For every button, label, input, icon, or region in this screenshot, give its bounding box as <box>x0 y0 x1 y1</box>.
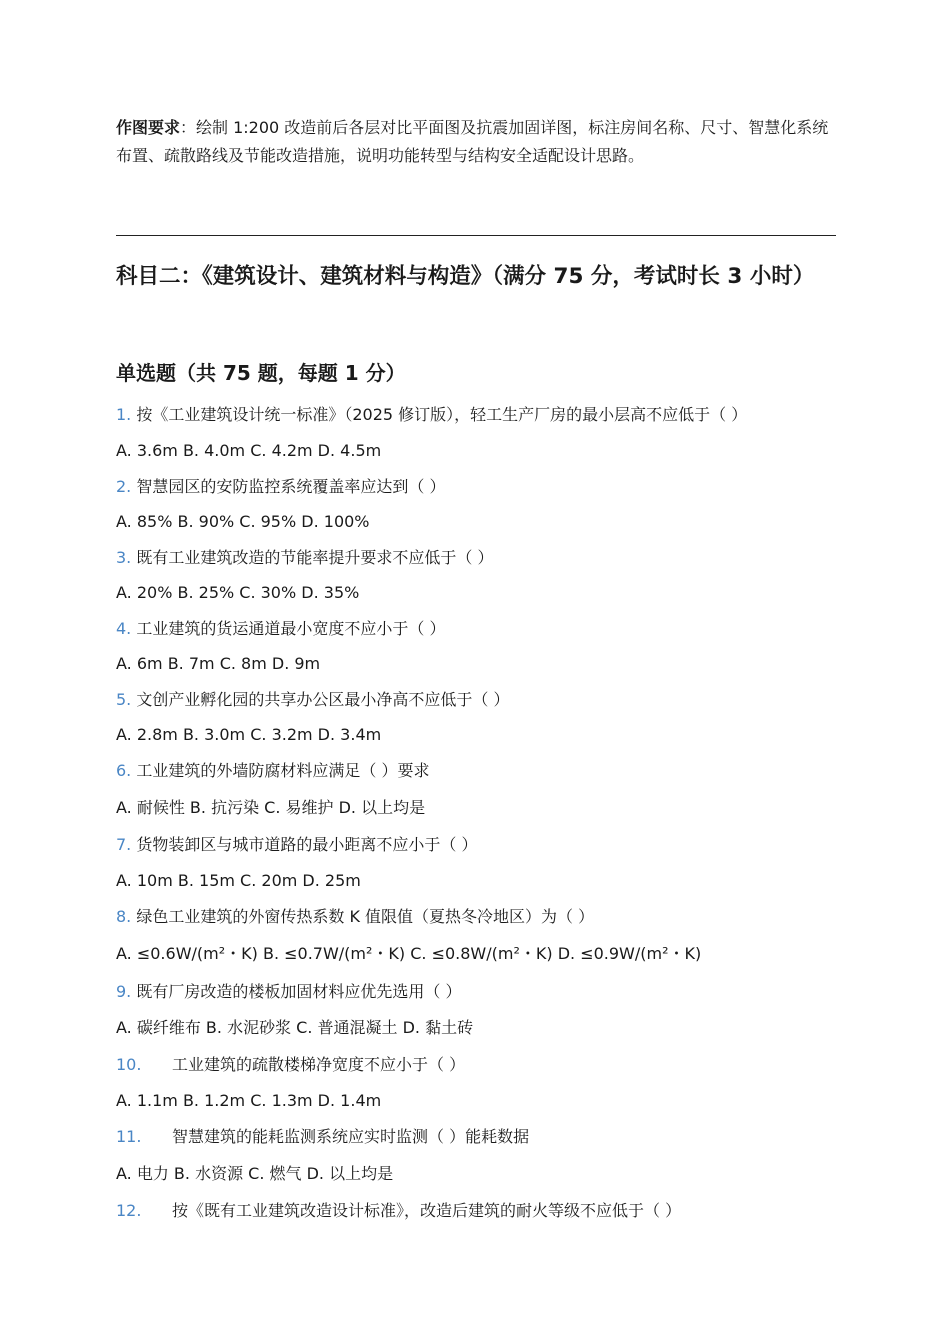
question-number: 9. <box>116 982 132 1001</box>
subject-heading: 科目二：《建筑设计、建筑材料与构造》（满分 75 分，考试时长 3 小时） <box>116 264 815 289</box>
question-options: A. 碳纤维布 B. 水泥砂浆 C. 普通混凝土 D. 黏土砖 <box>116 1018 474 1037</box>
question-text: 绿色工业建筑的外窗传热系数 K 值限值（夏热冬冷地区）为（ ） <box>136 907 595 926</box>
question-number: 7. <box>116 835 132 854</box>
requirement-text: ：绘制 1:200 改造前后各层对比平面图及抗震加固详图，标注房间名称、尺寸、智慧化系统布置、疏散路线及节能改造措施，说明功能转型与结构安全适配设计思路。 <box>116 118 829 165</box>
question-number: 4. <box>116 619 132 638</box>
question-options: A. 3.6m B. 4.0m C. 4.2m D. 4.5m <box>116 441 382 460</box>
question-number: 6. <box>116 761 132 780</box>
question <box>116 905 836 929</box>
horizontal-divider <box>116 235 836 236</box>
question-number: 3. <box>116 548 132 567</box>
question-text: 按《工业建筑设计统一标准》（2025 修订版），轻工生产厂房的最小层高不应低于（ ） <box>136 405 748 424</box>
question-text: 智慧园区的安防监控系统覆盖率应达到（ ） <box>136 477 446 496</box>
question-options: A. ≤0.6W/(m²・K) B. ≤0.7W/(m²・K) C. ≤0.8W/(m²・K) D. ≤0.9W/(m²・K) <box>116 944 702 963</box>
question <box>116 980 836 1004</box>
question-text: 按《既有工业建筑改造设计标准》，改造后建筑的耐火等级不应低于（ ） <box>172 1201 682 1220</box>
question-options: A. 耐候性 B. 抗污染 C. 易维护 D. 以上均是 <box>116 798 426 817</box>
question-text: 既有工业建筑改造的节能率提升要求不应低于（ ） <box>136 548 494 567</box>
question-options: A. 20% B. 25% C. 30% D. 35% <box>116 583 360 602</box>
question-number: 2. <box>116 477 132 496</box>
question-number: 8. <box>116 907 132 926</box>
question <box>116 688 836 712</box>
question-options: A. 6m B. 7m C. 8m D. 9m <box>116 654 321 673</box>
question-number: 5. <box>116 690 132 709</box>
question <box>116 833 836 857</box>
question <box>116 403 836 427</box>
question <box>116 546 836 570</box>
question-text: 智慧建筑的能耗监测系统应实时监测（ ）能耗数据 <box>172 1127 530 1146</box>
question-number: 11. <box>116 1127 142 1146</box>
drawing-requirement <box>116 114 836 170</box>
question <box>116 1053 836 1077</box>
question-number: 1. <box>116 405 132 424</box>
question-text: 工业建筑的外墙防腐材料应满足（ ）要求 <box>136 761 430 780</box>
question-text: 既有厂房改造的楼板加固材料应优先选用（ ） <box>136 982 462 1001</box>
question <box>116 475 836 499</box>
question-options: A. 85% B. 90% C. 95% D. 100% <box>116 512 370 531</box>
question-text: 工业建筑的疏散楼梯净宽度不应小于（ ） <box>172 1055 466 1074</box>
section-heading: 单选题（共 75 题，每题 1 分） <box>116 361 406 385</box>
question-options: A. 2.8m B. 3.0m C. 3.2m D. 3.4m <box>116 725 382 744</box>
question <box>116 617 836 641</box>
question-options: A. 电力 B. 水资源 C. 燃气 D. 以上均是 <box>116 1164 394 1183</box>
question-number: 12. <box>116 1201 142 1220</box>
question <box>116 1199 836 1223</box>
question <box>116 1125 836 1149</box>
question-text: 货物装卸区与城市道路的最小距离不应小于（ ） <box>136 835 478 854</box>
question <box>116 759 836 783</box>
question-options: A. 10m B. 15m C. 20m D. 25m <box>116 871 361 890</box>
requirement-label: 作图要求 <box>116 118 181 137</box>
question-number: 10. <box>116 1055 142 1074</box>
question-text: 工业建筑的货运通道最小宽度不应小于（ ） <box>136 619 446 638</box>
question-options: A. 1.1m B. 1.2m C. 1.3m D. 1.4m <box>116 1091 382 1110</box>
question-text: 文创产业孵化园的共享办公区最小净高不应低于（ ） <box>136 690 510 709</box>
